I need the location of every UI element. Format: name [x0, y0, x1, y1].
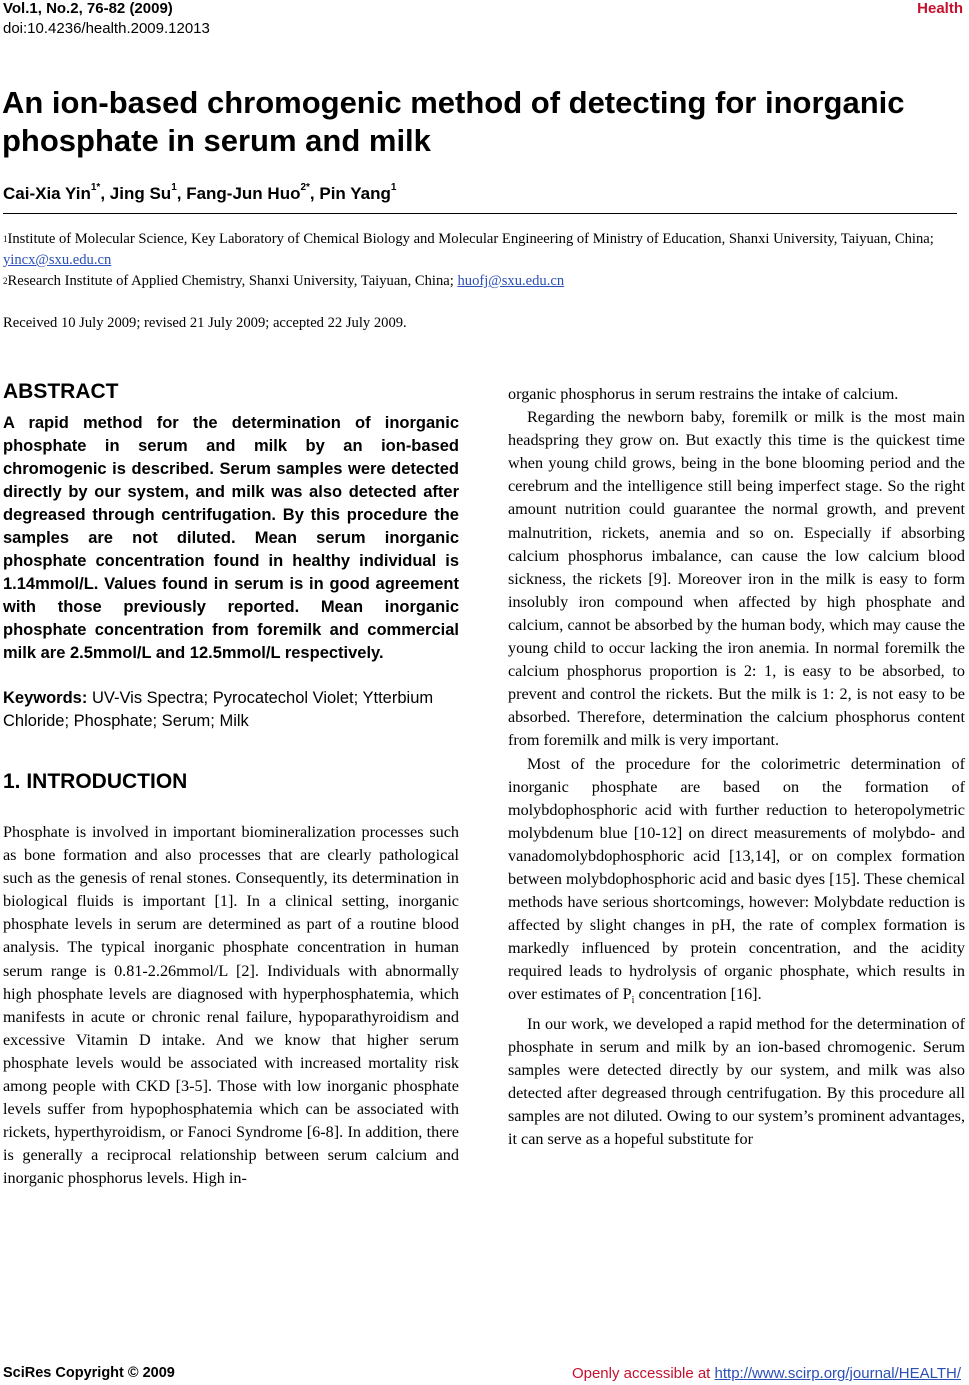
- email-link[interactable]: yincx@sxu.edu.cn: [3, 252, 112, 268]
- author-separator: ,: [309, 184, 320, 203]
- author: Cai-Xia Yin: [3, 184, 91, 203]
- paragraph-text: Most of the procedure for the colorimetric determination of inorganic phosphate are based on the formation of molybdophosphoric acid with further reduction to heteropolymetric molybdenum blue [10-12] on direct measurements of molybdo- and vanadomolybdophosphoric acid [13,14], or on complex formation between molybdophosphoric acid and basic dyes [15]. These chemical methods have serious shortcomings, however: Molybdate reduction is affected by slight changes in pH, the rate of complex formation is markedly influenced by protein concentration, and the acidity required leads to hydrolysis of organic phosphate, which results in over estimates of P: [508, 754, 965, 1004]
- left-column: [3, 380, 459, 1191]
- affiliation-text: Research Institute of Applied Chemistry, Shanxi University, Taiyuan, China;: [7, 273, 458, 289]
- received-dates: Received 10 July 2009; revised 21 July 2009; accepted 22 July 2009.: [3, 315, 407, 331]
- journal-url-link[interactable]: http://www.scirp.org/journal/HEALTH/: [714, 1365, 961, 1382]
- introduction-heading: 1. INTRODUCTION: [3, 770, 188, 793]
- affiliations: [3, 229, 965, 292]
- journal-name: Health: [917, 0, 963, 17]
- paragraph: In our work, we developed a rapid method for the determination of phosphate in serum and milk by an ion-based chromogenic. Serum samples were detected directly by our system, and milk was also detected after degreased through centrifugation. By this procedure all samples are not diluted. Owing to our system’s prominent advantages, it can serve as a hopeful substitute for: [508, 1014, 965, 1149]
- author-separator: ,: [176, 184, 187, 203]
- author-affiliation-mark: 2*: [300, 182, 310, 193]
- author-separator: ,: [100, 184, 110, 203]
- abstract-text: A rapid method for the determination of inorganic phosphate in serum and milk by an ion-based chromogenic is described. Serum samples were detected directly by our system, and milk was also detected after degreased through centrifugation. By this procedure the samples are not diluted. Mean serum inorganic phosphate concentration found in healthy individual is 1.14mmol/L. Values found in serum is in good agreement with those previously reported. Mean inorganic phosphate concentration from foremilk and commercial milk are 2.5mmol/L and 12.5mmol/L respectively.: [3, 414, 459, 662]
- abstract-heading: ABSTRACT: [3, 380, 119, 403]
- author: Fang-Jun Huo: [186, 184, 301, 203]
- paper-title: An ion-based chromogenic method of detecting for inorganic phosphate in serum and milk: [2, 85, 905, 158]
- author: Jing Su: [109, 184, 172, 203]
- right-column: [508, 383, 965, 1151]
- keywords: [3, 687, 459, 733]
- author-list: [3, 184, 396, 204]
- subscript: i: [631, 995, 635, 1007]
- author: Pin Yang: [319, 184, 391, 203]
- keywords-text: UV-Vis Spectra; Pyrocatechol Violet; Ytterbium Chloride; Phosphate; Serum; Milk: [3, 689, 434, 730]
- keywords-label: Keywords:: [3, 689, 88, 707]
- copyright: SciRes Copyright © 2009: [3, 1365, 175, 1381]
- email-link[interactable]: huofj@sxu.edu.cn: [457, 273, 565, 289]
- affiliation-number: 2: [3, 276, 8, 286]
- doi: doi:10.4236/health.2009.12013: [3, 20, 210, 37]
- author-affiliation-mark: 1: [390, 182, 397, 193]
- affiliation: [3, 271, 965, 292]
- paragraph: Regarding the newborn baby, foremilk or milk is the most main headspring they grow on. But exactly this time is the quickest time when young child grows, being in the bone blooming period and the cerebrum and the intelligence still being imperfect stage. So the right amount nutrition could guarantee the normal growth, and prevent malnutrition, rickets, anemia and so on. Especially if absorbing calcium phosphorus imbalance, can cause the low calcium blood sickness, the rickets [9]. Moreover iron in the milk is easy to form insolubly iron compound when affected by high phosphate and calcium, cannot be absorbed by the human body, which may cause the young child to occur lacking the iron anemia. In normal foremilk the calcium phosphorus proportion is 2: 1, is easy to be absorbed, to prevent and control the rickets. But the milk is 1: 2, is not easy to be absorbed. Therefore, determination the calcium phosphorus content from foremilk and milk is very important.: [508, 408, 965, 750]
- paragraph: Phosphate is involved in important biomineralization processes such as bone formation and also processes that are clearly pathological such as the genesis of renal stones. Consequently, its determination in biological fluids is important [1]. In a clinical setting, inorganic phosphate levels in serum are determined as part of a routine blood analysis. The typical inorganic phosphate concentration in human serum range is 0.81-2.26mmol/L [2]. Individuals with abnormally high phosphate levels are diagnosed with hyperphosphatemia, which manifests in acute or chronic renal failure, hypoparathyroidism and excessive Vitamin D intake. And we know that higher serum phosphate levels would be associated with increased mortality risk among people with CKD [3-5]. Those with low inorganic phosphate levels suffer from hypophosphatemia which can be associated with rickets, hyperthyroidism, or Fanoci Syndrome [6-8]. In addition, there is generally a reciprocal relationship between serum calcium and inorganic phosphorus levels. High in-: [3, 823, 459, 1188]
- paragraph-continuation: organic phosphorus in serum restrains the intake of calcium.: [508, 385, 899, 403]
- title-divider: [3, 213, 957, 214]
- paragraph-text: concentration [16].: [634, 985, 762, 1004]
- journal-volume: Vol.1, No.2, 76-82 (2009): [3, 0, 173, 17]
- affiliation: [3, 229, 965, 271]
- author-affiliation-mark: 1*: [90, 182, 101, 193]
- author-affiliation-mark: 1: [171, 182, 177, 193]
- paragraph: [508, 753, 965, 1013]
- open-access-notice: [572, 1365, 961, 1382]
- affiliation-number: 1: [3, 234, 8, 244]
- access-text: Openly accessible at: [571, 1365, 715, 1382]
- affiliation-text: Institute of Molecular Science, Key Laboratory of Chemical Biology and Molecular Engineering of Ministry of Education, Shanxi University, Taiyuan, China;: [7, 231, 934, 247]
